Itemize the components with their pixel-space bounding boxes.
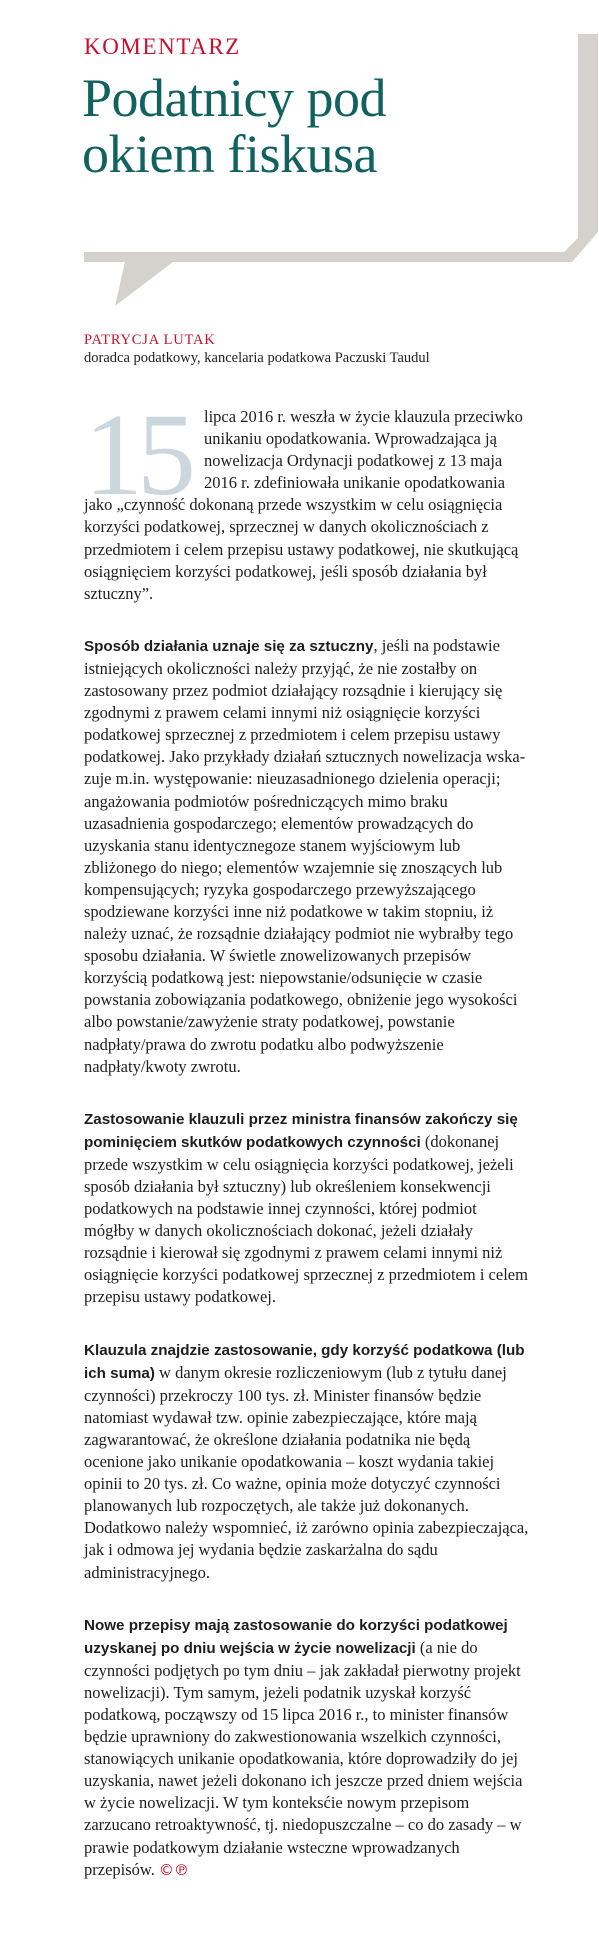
drop-cap: 15 [84, 389, 190, 520]
lead-in-retroactivity: Nowe przepisy mają zastosowanie do korzyści podatkowej uzyskanej po dniu wejścia w życie nowelizacji [84, 1616, 508, 1657]
paragraph-artificial-action-text: , jeśli na podstawie istniejących okoliczności należy przyjąć, że nie zostałby on zastosowany przez podmiot działający rozsądnie i kierujący się zgodnymi z prawem celami innymi niż osiągnięcie korzyści podatkowej sprzecznej z przedmiotem i celem przepisu ustawy podatkowej. Jako przykłady działań sztucznych nowelizacja wskazuje m.in. występowanie: nieuzasadnionego dzielenia operacji; angażowania podmiotów pośredniczących mimo braku uzasadnienia gospodarczego; elementów prowadzących do uzyskania stanu identycznegoze stanem wyjściowym lub zbliżonego do niego; elementów wzajemnie się znoszących lub kompensujących; ryzyka gospodarczego przewyższającego spodziewane korzyści inne niż podatkowe w takim stopniu, iż należy uznać, że rozsądnie działający podmiot nie wybrałby tego sposobu działania. W świetle znowelizowanych przepisów korzyścią podatkową jest: niepowstanie/odsunięcie w czasie powstania zobowiązania podatkowego, obniżenie jego wysokości albo powstanie/zawyżenie straty podatkowej, powstanie nadpłaty/prawa do zwrotu podatku albo podwyższenie nadpłaty/kwoty zwrotu. [84, 635, 526, 1076]
article-body [84, 389, 530, 1911]
article-headline [82, 70, 552, 182]
headline-line-2: okiem fiskusa [82, 124, 377, 184]
paragraph-artificial-action [84, 635, 530, 1078]
author-role: doradca podatkowy, kancelaria podatkowa Paczuski Taudul [84, 350, 430, 366]
paragraph-clause-application-text: (dokonanej przede wszystkim w celu osiągnięcia korzyści podatkowej, jeżeli sposób działania był sztuczny) lub określeniem konsekwencji podatkowych na podstawie innej czynności, której podmiot mógłby w danych okolicznościach dokonać, jeżeli działały rozsądnie i kierował się zgodnymi z prawem celami innymi niż osiągnięcie korzyści podatkowej sprzecznej z przedmiotem i celem przepisu ustawy podatkowej. [84, 1131, 528, 1307]
paragraph-intro-text: lipca 2016 r. weszła w życie klauzula przeciwko unikaniu opodatkowania. Wprowadzająca ją nowelizacja Ordynacji podatkowej z 13 maja 2016 r. zdefiniowała unikanie opodatkowania jako „czynność dokonaną przede wszystkim w celu osiągnięcia korzyści podatkowej, sprzecznej w danych okolicznościach z przedmiotem i celem przepisu ustawy podatkowej, nie skutkującą osiągnięciem korzyści podatkowej, jeśli sposób działania był sztuczny”. [84, 407, 523, 603]
paragraph-retroactivity-text: (a nie do czynności podjętych po tym dniu – jak zakładał pierwotny projekt nowelizacji). Tym samym, jeżeli podatnik uzyskał korzyść podatkową, począwszy od 15 lipca 2016 r., to minister finansów będzie uprawniony do zakwestionowania wszelkich czynności, stanowiących unikanie opodatkowania, które doprowadziły do jej uzyskania, nawet jeżeli dokonano ich jeszcze przed dniem wejścia w życie nowelizacji. W tym konteksćie nowym przepisom zarzucano retroaktywność, tj. niedopuszczalne – co do zasady – w prawie podatkowym działanie wsteczne wprowadzanych przepisów. [84, 1637, 523, 1879]
lead-in-clause-application: Zastosowanie klauzuli przez ministra finansów zakończy się pominięciem skutków podatkowych czynności [84, 1110, 518, 1151]
paragraph-retroactivity [84, 1614, 530, 1881]
paragraph-intro [84, 389, 530, 605]
paragraph-clause-application [84, 1108, 530, 1309]
lead-in-artificial-action: Sposób działania uznaje się za sztuczny [84, 637, 374, 655]
copyright-mark: ©℗ [158, 1860, 189, 1879]
byline [84, 331, 544, 368]
author-name: PATRYCJA LUTAK [84, 332, 216, 348]
headline-line-1: Podatnicy pod [82, 68, 386, 128]
section-rubric: KOMENTARZ [84, 34, 241, 59]
paragraph-threshold-text: w danym okresie rozliczeniowym (lub z tytułu danej czynności) przekroczy 100 tys. zł. Minister finansów będzie natomiast wydawał tzw. opinie zabezpieczające, które mają zagwarantować, że określone działania podatnika nie będą ocenione jako unikanie opodatkowania – koszt wydania takiej opinii to 20 tys. zł. Co ważne, opinia może dotyczyć czynności planowanych lub rozpoczętych, ale także już dokonanych. Dodatkowo należy wspomnieć, iż zarówno opinia zabezpieczająca, jak i odmowa jej wydania będzie zaskarżalna do sądu administracyjnego. [84, 1362, 529, 1582]
lead-in-threshold: Klauzula znajdzie zastosowanie, gdy korzyść podatkowa (lub ich suma) [84, 1341, 525, 1382]
paragraph-threshold [84, 1339, 530, 1584]
